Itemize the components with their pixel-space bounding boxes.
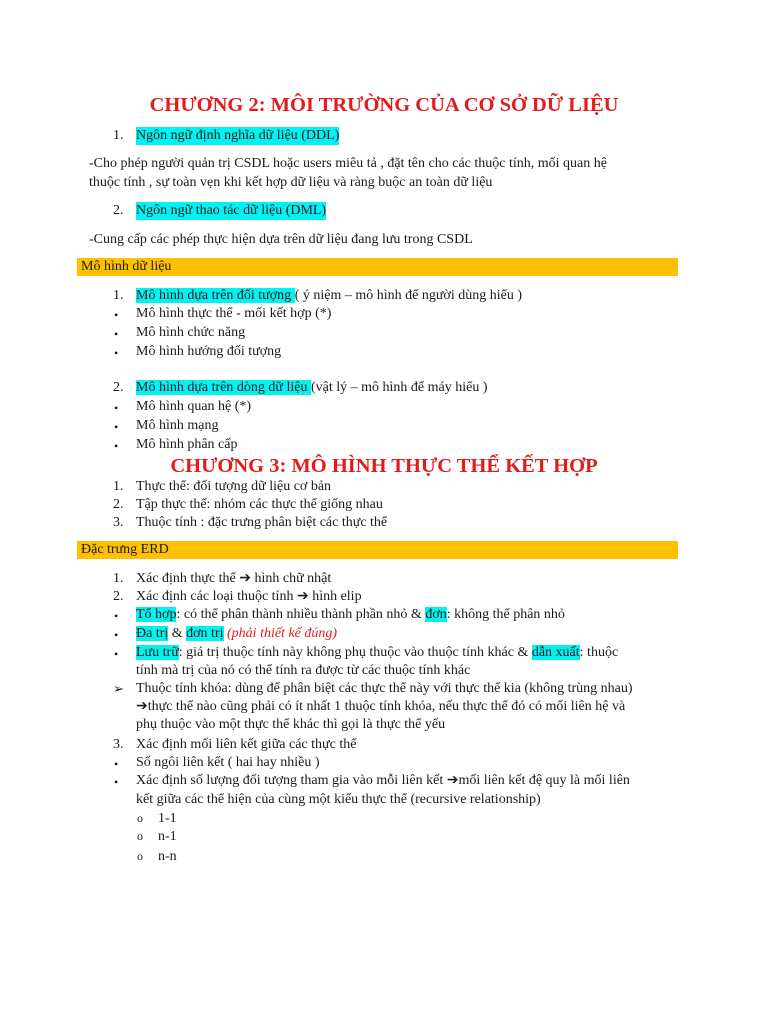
key-attr-line1: Thuộc tính khóa: dùng để phân biệt các thực thể này với thực thể kia (không trùng nhau)	[136, 681, 633, 696]
composite-term: Tổ hợp	[136, 607, 177, 622]
stored-attr-line2: tính mà trị của nó có thể tính ra được từ các thuộc tính khác	[136, 663, 471, 678]
erd-step-number: 2.	[113, 589, 124, 604]
single-valued-term: đơn trị	[186, 626, 224, 641]
erd-step-number: 3.	[113, 737, 124, 752]
arrow-right-icon: ➔	[239, 571, 251, 586]
chapter3-item-number: 1.	[113, 479, 124, 494]
arrow-right-icon: ➔	[296, 589, 309, 604]
erd-heading: Đặc trưng ERD	[77, 541, 678, 559]
chapter3-item-number: 2.	[113, 497, 124, 512]
group1-line	[136, 287, 522, 305]
group1-label: Mô hình dựa trên đối tượng	[136, 288, 295, 303]
composite-attr-line	[136, 606, 565, 624]
design-note: (phải thiết kế đúng)	[223, 626, 338, 641]
group2-note: (vật lý – mô hình để máy hiểu )	[311, 380, 488, 395]
relationship-degree: Số ngôi liên kết ( hai hay nhiều )	[136, 755, 320, 770]
cardinality-line1	[136, 772, 630, 790]
group2-item: Mô hình phân cấp	[136, 437, 238, 452]
item1-desc-line1: -Cho phép người quản trị CSDL hoặc users miêu tả , đặt tên cho các thuộc tính, mối quan hệ	[89, 156, 607, 171]
chapter3-item: Thực thể: đối tượng dữ liệu cơ bản	[136, 479, 332, 494]
group2-item: Mô hình mạng	[136, 418, 219, 433]
multivalued-sep: &	[168, 626, 187, 641]
circle-bullet-icon: o	[137, 849, 143, 863]
item2-desc: -Cung cấp các phép thực hiện dựa trên dữ liệu đang lưu trong CSDL	[89, 232, 473, 247]
chapter3-item: Tập thực thể: nhóm các thực thể giống nhau	[136, 497, 383, 512]
item1-number: 1.	[113, 128, 124, 143]
bullet-icon: •	[114, 420, 119, 434]
chapter3-item: Thuộc tính : đặc trưng phân biệt các thực thể	[136, 515, 388, 530]
stored-desc: : giá trị thuộc tính này không phụ thuộc vào thuộc tính khác &	[178, 645, 532, 660]
cardinality-item: 1-1	[158, 811, 177, 826]
recursive-desc-start: mối liên kết đệ quy là mối liên	[458, 773, 630, 788]
stored-term: Lưu trữ	[136, 645, 179, 660]
group1-item: Mô hình hướng đối tượng	[136, 344, 282, 359]
item2-label: Ngôn ngữ thao tác dữ liệu (DML)	[136, 203, 327, 218]
derived-term: dẫn xuất	[531, 645, 580, 660]
cardinality-line2: kết giữa các thể hiện của cùng một kiểu thực thể (recursive relationship)	[136, 792, 541, 807]
cardinality-line1-text: Xác định số lượng đối tượng tham gia vào mỗi liên kết	[136, 773, 447, 788]
composite-desc: : có thể phân thành nhiều thành phần nhỏ &	[176, 607, 426, 622]
erd-step1	[136, 570, 331, 588]
circle-bullet-icon: o	[137, 829, 143, 843]
multivalued-term: Đa trị	[136, 626, 169, 641]
bullet-icon: •	[114, 647, 119, 661]
derived-desc-start: : thuộc	[579, 645, 619, 660]
erd-step1-text: Xác định thực thể	[136, 571, 240, 586]
group1-note: ( ý niệm – mô hình để người dùng hiểu )	[294, 288, 522, 303]
bullet-icon: •	[114, 439, 119, 453]
key-attr-line2-text: thực thể nào cũng phải có ít nhất 1 thuộc tính khóa, nếu thực thể đó có mối liên hệ và	[147, 699, 626, 714]
chapter2-title: CHƯƠNG 2: MÔI TRƯỜNG CỦA CƠ SỞ DỮ LIỆU	[149, 94, 619, 116]
key-attr-line2	[136, 698, 625, 716]
erd-step2-after: hình elip	[308, 589, 362, 604]
item1-desc-line2: thuộc tính , sự toàn vẹn khi kết hợp dữ liệu và ràng buộc an toàn dữ liệu	[89, 175, 493, 190]
multivalued-attr-line	[136, 625, 337, 643]
group2-label: Mô hình dựa trên dòng dữ liệu	[136, 380, 311, 395]
chapter3-item-number: 3.	[113, 515, 124, 530]
stored-attr-line	[136, 644, 618, 662]
bullet-icon: •	[114, 757, 119, 771]
simple-desc: : không thể phân nhỏ	[446, 607, 565, 622]
arrow-right-icon: ➔	[446, 773, 459, 788]
chapter3-title: CHƯƠNG 3: MÔ HÌNH THỰC THỂ KẾT HỢP	[170, 455, 598, 477]
bullet-icon: •	[114, 346, 119, 360]
erd-step2	[136, 588, 362, 606]
group2-line	[136, 379, 488, 397]
data-models-heading: Mô hình dữ liệu	[77, 258, 678, 276]
simple-term: đơn	[425, 607, 447, 622]
group1-item: Mô hình chức năng	[136, 325, 246, 340]
key-attr-line3: phụ thuộc vào một thực thể khác thì gọi là thực thể yếu	[136, 717, 446, 732]
item1-label: Ngôn ngữ định nghĩa dữ liệu (DDL)	[136, 128, 340, 143]
bullet-icon: •	[114, 609, 119, 623]
circle-bullet-icon: o	[137, 811, 143, 825]
arrowhead-bullet-icon: ➢	[113, 681, 124, 696]
erd-step3: Xác định mối liên kết giữa các thực thể	[136, 737, 357, 752]
group1-number: 1.	[113, 288, 124, 303]
erd-step1-after: hình chữ nhật	[250, 571, 332, 586]
cardinality-item: n-1	[158, 829, 177, 844]
cardinality-item: n-n	[158, 849, 177, 864]
arrow-right-icon: ➔	[136, 699, 148, 714]
item2-number: 2.	[113, 203, 124, 218]
bullet-icon: •	[114, 327, 119, 341]
bullet-icon: •	[114, 628, 119, 642]
bullet-icon: •	[114, 775, 119, 789]
bullet-icon: •	[114, 308, 119, 322]
erd-step-number: 1.	[113, 571, 124, 586]
group2-number: 2.	[113, 380, 124, 395]
group2-item: Mô hình quan hệ (*)	[136, 399, 252, 414]
erd-step2-text: Xác định các loại thuộc tính	[136, 589, 297, 604]
group1-item: Mô hình thực thể - mối kết hợp (*)	[136, 306, 332, 321]
bullet-icon: •	[114, 401, 119, 415]
